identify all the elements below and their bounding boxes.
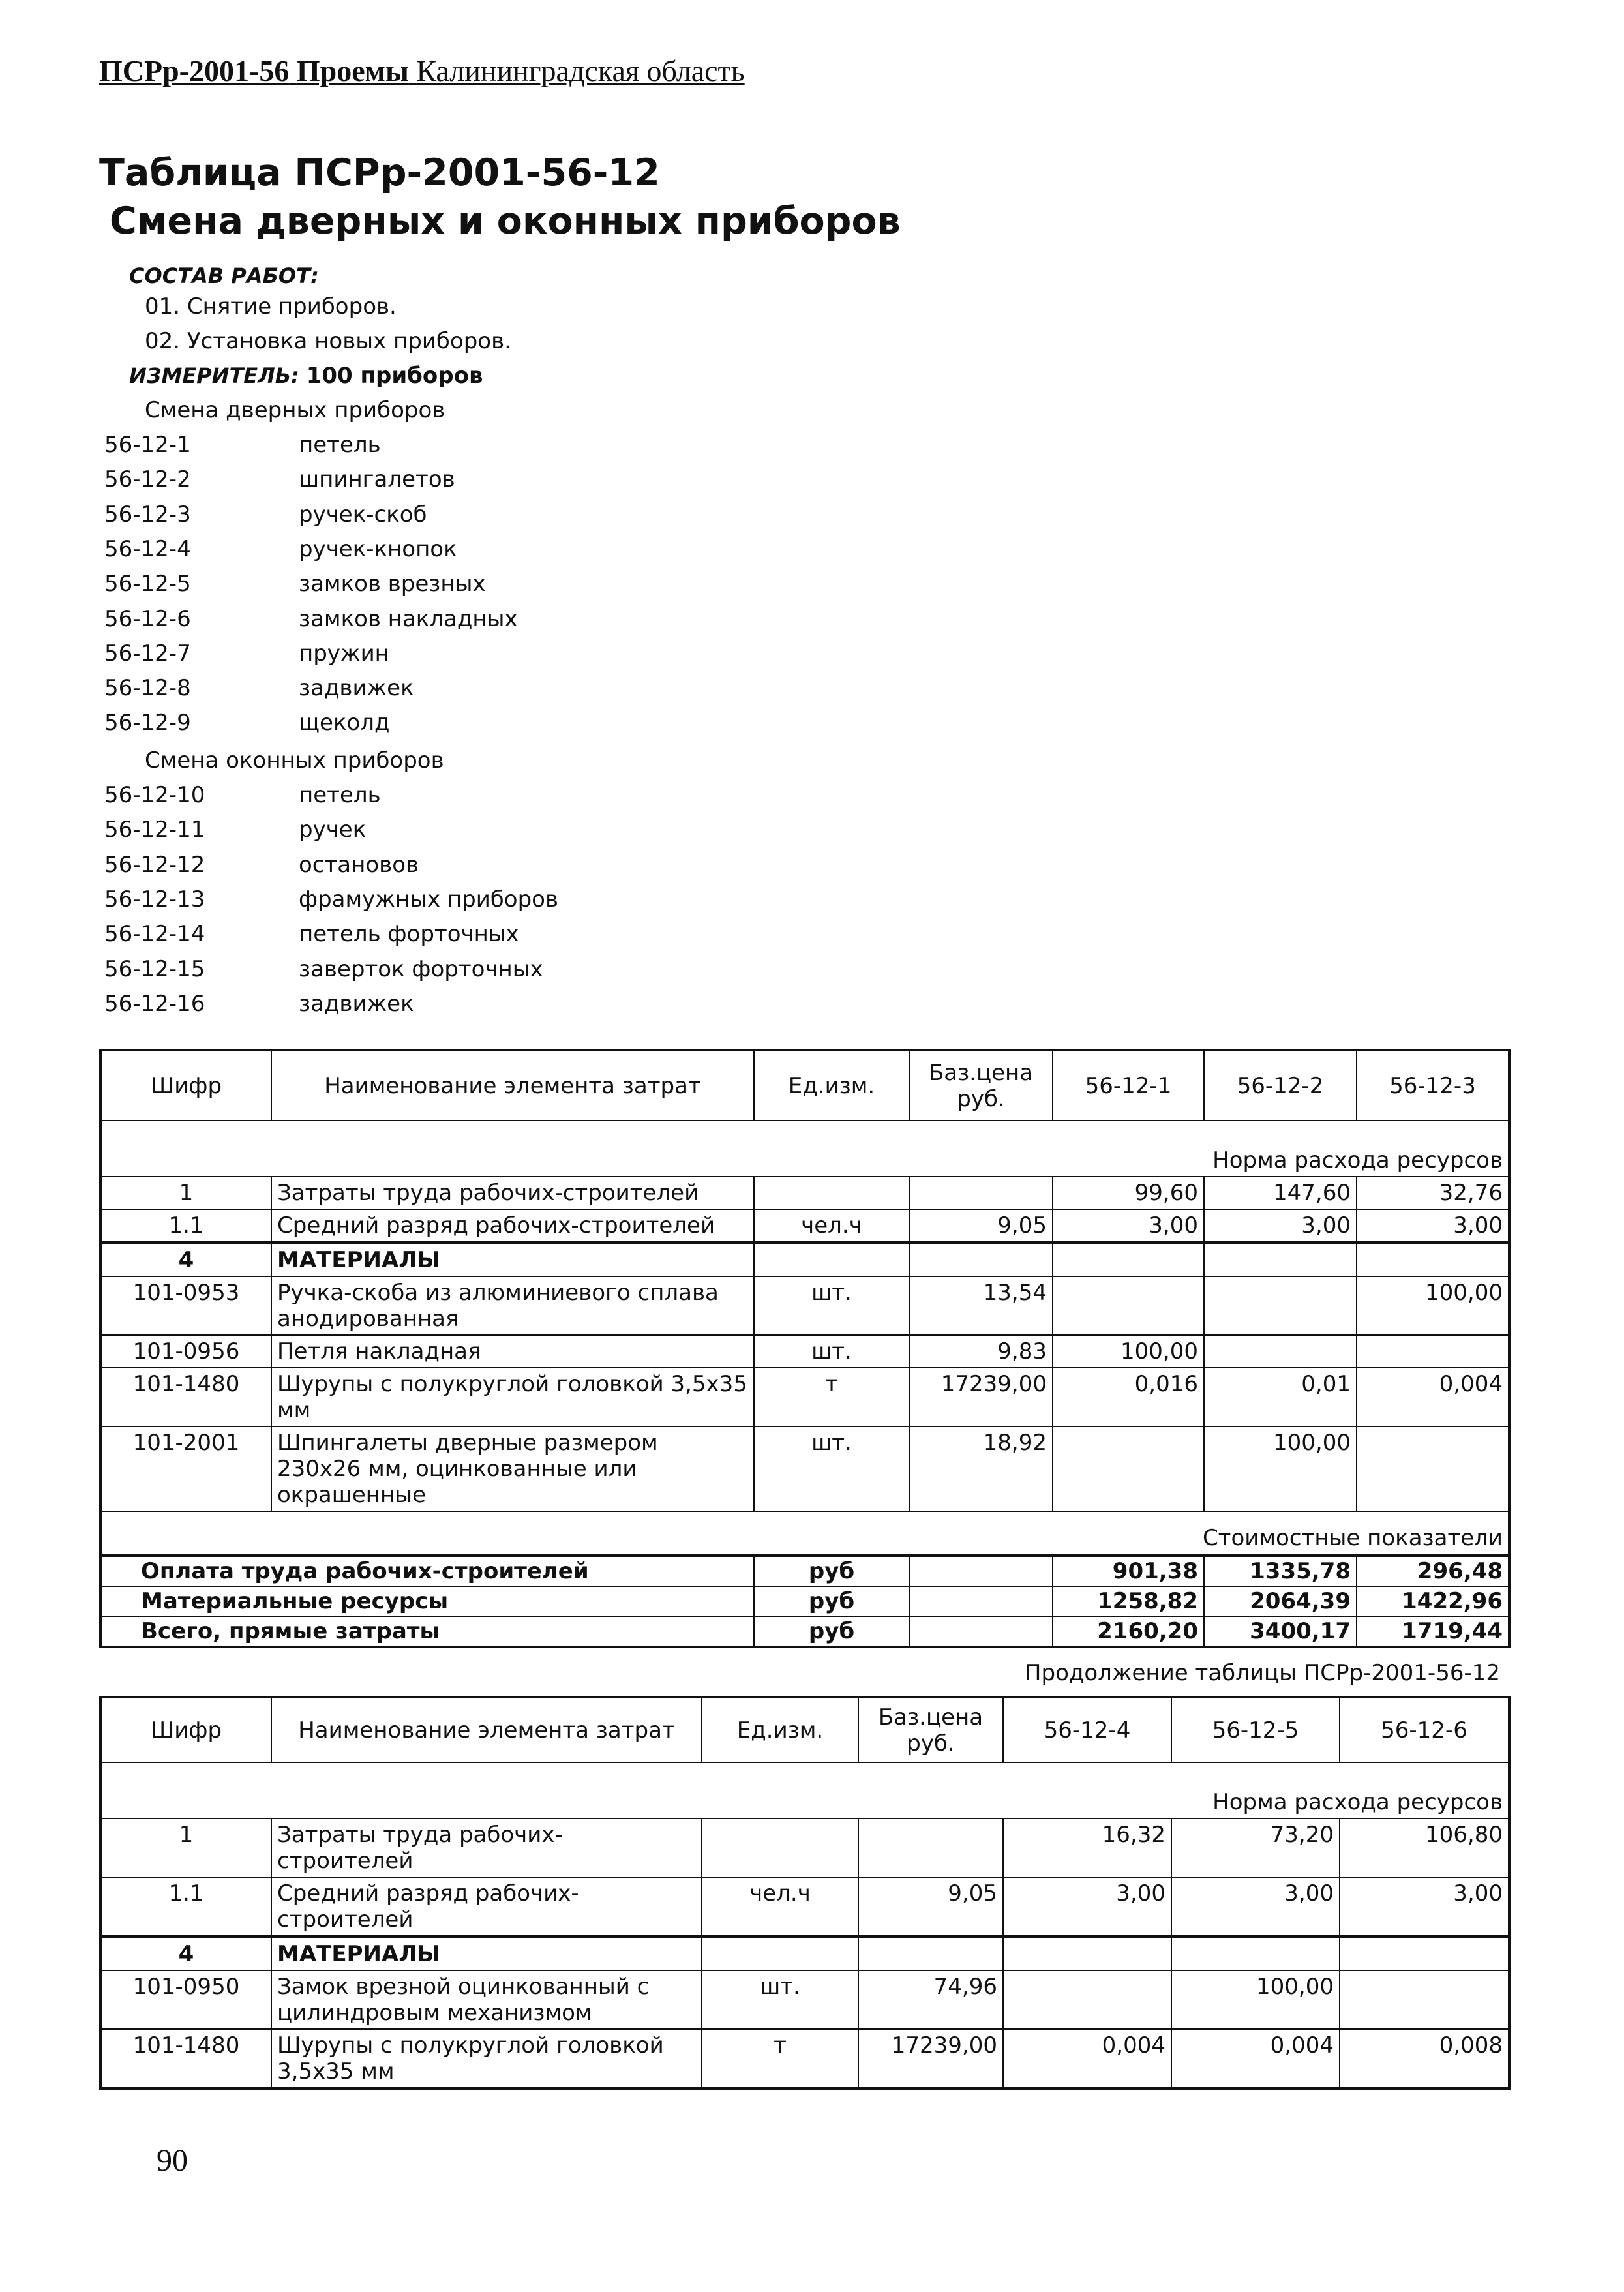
row-price: 74,96 (858, 1970, 1003, 2029)
materials-code: 4 (100, 1243, 271, 1277)
empty-cell (909, 1556, 1053, 1587)
row-value-2: 0,01 (1204, 1368, 1357, 1426)
header-col-3: 56-12-3 (1357, 1050, 1509, 1121)
row-unit: т (754, 1368, 909, 1426)
row-value-3: 32,76 (1357, 1177, 1509, 1209)
page-number: 90 (157, 2143, 188, 2178)
labor-row (100, 1877, 1509, 1937)
row-name: Петля накладная (271, 1335, 754, 1368)
item-code: 56-12-4 (104, 535, 191, 562)
row-value-1: 3,00 (1003, 1877, 1171, 1937)
header-col-1: 56-12-4 (1003, 1697, 1171, 1762)
header-price: Баз.цена руб. (858, 1697, 1003, 1762)
item-name: ручек-кнопок (299, 535, 457, 562)
row-name: Замок врезной оцинкованный с цилиндровым механизмом (271, 1970, 702, 2029)
material-row (100, 2029, 1509, 2088)
row-name: Затраты труда рабочих-строителей (271, 1818, 702, 1877)
norm-section-row (100, 1121, 1509, 1177)
row-value-3: 0,008 (1340, 2029, 1509, 2088)
row-unit: т (702, 2029, 858, 2088)
measure-value: 100 приборов (306, 363, 483, 389)
item-code: 56-12-10 (104, 782, 205, 808)
item-name: шпингалетов (299, 466, 455, 493)
row-unit: шт. (754, 1426, 909, 1511)
labor-row (100, 1177, 1509, 1209)
measure-label: ИЗМЕРИТЕЛЬ: (129, 363, 299, 388)
cost-name: Оплата труда рабочих-строителей (100, 1556, 754, 1587)
row-unit (754, 1177, 909, 1209)
norm-section-row (100, 1762, 1509, 1818)
material-row (100, 1368, 1509, 1426)
header-col-3: 56-12-6 (1340, 1697, 1509, 1762)
cost-row (100, 1586, 1509, 1616)
materials-label: МАТЕРИАЛЫ (271, 1243, 754, 1277)
group-title-doors: Смена дверных приборов (145, 397, 445, 423)
header-col-2: 56-12-2 (1204, 1050, 1357, 1121)
row-code: 1 (100, 1177, 271, 1209)
row-code: 101-0956 (100, 1335, 271, 1368)
continuation-caption: Продолжение таблицы ПСРр-2001-56-12 (1024, 1660, 1500, 1686)
header-unit: Ед.изм. (754, 1050, 909, 1121)
item-code: 56-12-12 (104, 851, 205, 878)
item-code: 56-12-16 (104, 990, 205, 1017)
cost-unit: руб (754, 1586, 909, 1616)
cost-value-2: 3400,17 (1204, 1616, 1357, 1647)
materials-header-row (100, 1243, 1509, 1277)
empty-cell (1357, 1243, 1509, 1277)
row-value-3: 100,00 (1357, 1276, 1509, 1335)
row-price: 18,92 (909, 1426, 1053, 1511)
row-value-3 (1357, 1426, 1509, 1511)
row-unit (702, 1818, 858, 1877)
row-value-1: 0,016 (1053, 1368, 1204, 1426)
empty-cell (909, 1586, 1053, 1616)
header-section: Проемы (296, 54, 409, 87)
empty-cell (1204, 1243, 1357, 1277)
row-value-2: 100,00 (1204, 1426, 1357, 1511)
row-code: 101-1480 (100, 2029, 271, 2088)
empty-cell (909, 1616, 1053, 1647)
item-name: пружин (299, 640, 389, 667)
item-name: задвижек (299, 675, 414, 702)
row-code: 101-1480 (100, 1368, 271, 1426)
cost-value-2: 1335,78 (1204, 1556, 1357, 1587)
row-value-1: 100,00 (1053, 1335, 1204, 1368)
row-unit: шт. (754, 1335, 909, 1368)
item-code: 56-12-15 (104, 956, 205, 982)
materials-label: МАТЕРИАЛЫ (271, 1937, 702, 1971)
item-code: 56-12-5 (104, 571, 191, 597)
material-row (100, 1335, 1509, 1368)
resources-table-2 (99, 1696, 1511, 2090)
row-value-3: 3,00 (1357, 1209, 1509, 1243)
item-code: 56-12-13 (104, 886, 205, 912)
labor-row (100, 1209, 1509, 1243)
row-code: 101-0953 (100, 1276, 271, 1335)
item-name: петель (299, 432, 381, 458)
row-value-2 (1204, 1335, 1357, 1368)
row-price: 13,54 (909, 1276, 1053, 1335)
material-row (100, 1276, 1509, 1335)
row-unit: чел.ч (754, 1209, 909, 1243)
materials-header-row (100, 1937, 1509, 1971)
row-name: Ручка-скоба из алюминиевого сплава анодированная (271, 1276, 754, 1335)
item-name: фрамужных приборов (299, 886, 558, 912)
item-name: замков врезных (299, 571, 486, 597)
table-header-row (100, 1697, 1509, 1762)
row-value-2: 73,20 (1171, 1818, 1340, 1877)
table-2-body (100, 1818, 1509, 2088)
row-code: 1.1 (100, 1877, 271, 1937)
item-code: 56-12-6 (104, 605, 191, 632)
row-price (858, 1818, 1003, 1877)
running-header (99, 53, 745, 88)
item-name: ручек-скоб (299, 501, 427, 528)
row-value-1: 99,60 (1053, 1177, 1204, 1209)
row-price: 9,05 (909, 1209, 1053, 1243)
table-title: Таблица ПСРр-2001-56-12 (99, 151, 660, 194)
cost-value-3: 296,48 (1357, 1556, 1509, 1587)
item-code: 56-12-7 (104, 640, 191, 667)
row-name: Средний разряд рабочих-строителей (271, 1209, 754, 1243)
row-price (909, 1177, 1053, 1209)
row-value-2: 0,004 (1171, 2029, 1340, 2088)
cost-label: Стоимостные показатели (100, 1511, 1509, 1556)
table-subtitle: Смена дверных и оконных приборов (110, 200, 901, 243)
resources-table-1 (99, 1049, 1511, 1648)
empty-cell (754, 1243, 909, 1277)
row-value-3 (1340, 1970, 1509, 2029)
row-price: 17239,00 (909, 1368, 1053, 1426)
group-title-windows: Смена оконных приборов (145, 747, 444, 774)
row-code: 1 (100, 1818, 271, 1877)
item-name: ручек (299, 817, 367, 843)
item-name: замков накладных (299, 605, 518, 632)
measure-line (129, 363, 483, 389)
item-code: 56-12-9 (104, 710, 191, 736)
row-unit: чел.ч (702, 1877, 858, 1937)
cost-section-row (100, 1511, 1509, 1556)
row-unit: шт. (702, 1970, 858, 2029)
row-name: Шурупы с полукруглой головкой 3,5х35 мм (271, 1368, 754, 1426)
header-region: Калининградская область (416, 54, 745, 87)
row-value-1: 3,00 (1053, 1209, 1204, 1243)
cost-row (100, 1616, 1509, 1647)
header-code: ПСРр-2001-56 (99, 54, 290, 87)
row-code: 101-2001 (100, 1426, 271, 1511)
work-label: СОСТАВ РАБОТ: (129, 264, 319, 288)
row-code: 101-0950 (100, 1970, 271, 2029)
norm-label: Норма расхода ресурсов (100, 1762, 1509, 1818)
row-value-2: 3,00 (1171, 1877, 1340, 1937)
item-code: 56-12-3 (104, 501, 191, 528)
header-code: Шифр (100, 1697, 271, 1762)
item-name: остановов (299, 851, 419, 878)
empty-cell (858, 1937, 1003, 1971)
empty-cell (1171, 1937, 1340, 1971)
empty-cell (1003, 1937, 1171, 1971)
item-code: 56-12-2 (104, 466, 191, 493)
cost-value-1: 1258,82 (1053, 1586, 1204, 1616)
header-name: Наименование элемента затрат (271, 1697, 702, 1762)
table-header-row (100, 1050, 1509, 1121)
item-name: петель (299, 782, 381, 808)
row-name: Затраты труда рабочих-строителей (271, 1177, 754, 1209)
header-col-2: 56-12-5 (1171, 1697, 1340, 1762)
work-item-1: 01. Снятие приборов. (145, 294, 397, 320)
work-item-2: 02. Установка новых приборов. (145, 328, 511, 354)
row-value-1: 16,32 (1003, 1818, 1171, 1877)
row-unit: шт. (754, 1276, 909, 1335)
header-price: Баз.цена руб. (909, 1050, 1053, 1121)
cost-value-2: 2064,39 (1204, 1586, 1357, 1616)
row-value-2: 147,60 (1204, 1177, 1357, 1209)
row-value-1 (1053, 1276, 1204, 1335)
row-code: 1.1 (100, 1209, 271, 1243)
empty-cell (702, 1937, 858, 1971)
cost-name: Всего, прямые затраты (100, 1616, 754, 1647)
cost-name: Материальные ресурсы (100, 1586, 754, 1616)
header-name: Наименование элемента затрат (271, 1050, 754, 1121)
row-price: 9,83 (909, 1335, 1053, 1368)
row-price: 17239,00 (858, 2029, 1003, 2088)
cost-value-3: 1719,44 (1357, 1616, 1509, 1647)
cost-row (100, 1556, 1509, 1587)
empty-cell (1340, 1937, 1509, 1971)
row-value-3: 0,004 (1357, 1368, 1509, 1426)
row-value-2: 3,00 (1204, 1209, 1357, 1243)
row-name: Шпингалеты дверные размером 230х26 мм, оцинкованные или окрашенные (271, 1426, 754, 1511)
row-value-3 (1357, 1335, 1509, 1368)
row-value-2: 100,00 (1171, 1970, 1340, 2029)
item-code: 56-12-11 (104, 817, 205, 843)
empty-cell (1053, 1243, 1204, 1277)
cost-unit: руб (754, 1616, 909, 1647)
cost-value-1: 901,38 (1053, 1556, 1204, 1587)
row-value-3: 3,00 (1340, 1877, 1509, 1937)
item-name: заверток форточных (299, 956, 543, 982)
materials-code: 4 (100, 1937, 271, 1971)
row-value-1 (1053, 1426, 1204, 1511)
row-name: Шурупы с полукруглой головкой 3,5х35 мм (271, 2029, 702, 2088)
cost-unit: руб (754, 1556, 909, 1587)
row-value-3: 106,80 (1340, 1818, 1509, 1877)
row-value-2 (1204, 1276, 1357, 1335)
row-price: 9,05 (858, 1877, 1003, 1937)
row-name: Средний разряд рабочих-строителей (271, 1877, 702, 1937)
row-value-1: 0,004 (1003, 2029, 1171, 2088)
material-row (100, 1970, 1509, 2029)
labor-row (100, 1818, 1509, 1877)
header-col-1: 56-12-1 (1053, 1050, 1204, 1121)
header-code: Шифр (100, 1050, 271, 1121)
item-code: 56-12-1 (104, 432, 191, 458)
table-1-body (100, 1177, 1509, 1647)
item-code: 56-12-14 (104, 921, 205, 948)
item-name: петель форточных (299, 921, 519, 948)
row-value-1 (1003, 1970, 1171, 2029)
empty-cell (909, 1243, 1053, 1277)
cost-value-1: 2160,20 (1053, 1616, 1204, 1647)
header-unit: Ед.изм. (702, 1697, 858, 1762)
item-name: щеколд (299, 710, 390, 736)
item-code: 56-12-8 (104, 675, 191, 702)
material-row (100, 1426, 1509, 1511)
norm-label: Норма расхода ресурсов (100, 1121, 1509, 1177)
item-name: задвижек (299, 990, 414, 1017)
cost-value-3: 1422,96 (1357, 1586, 1509, 1616)
